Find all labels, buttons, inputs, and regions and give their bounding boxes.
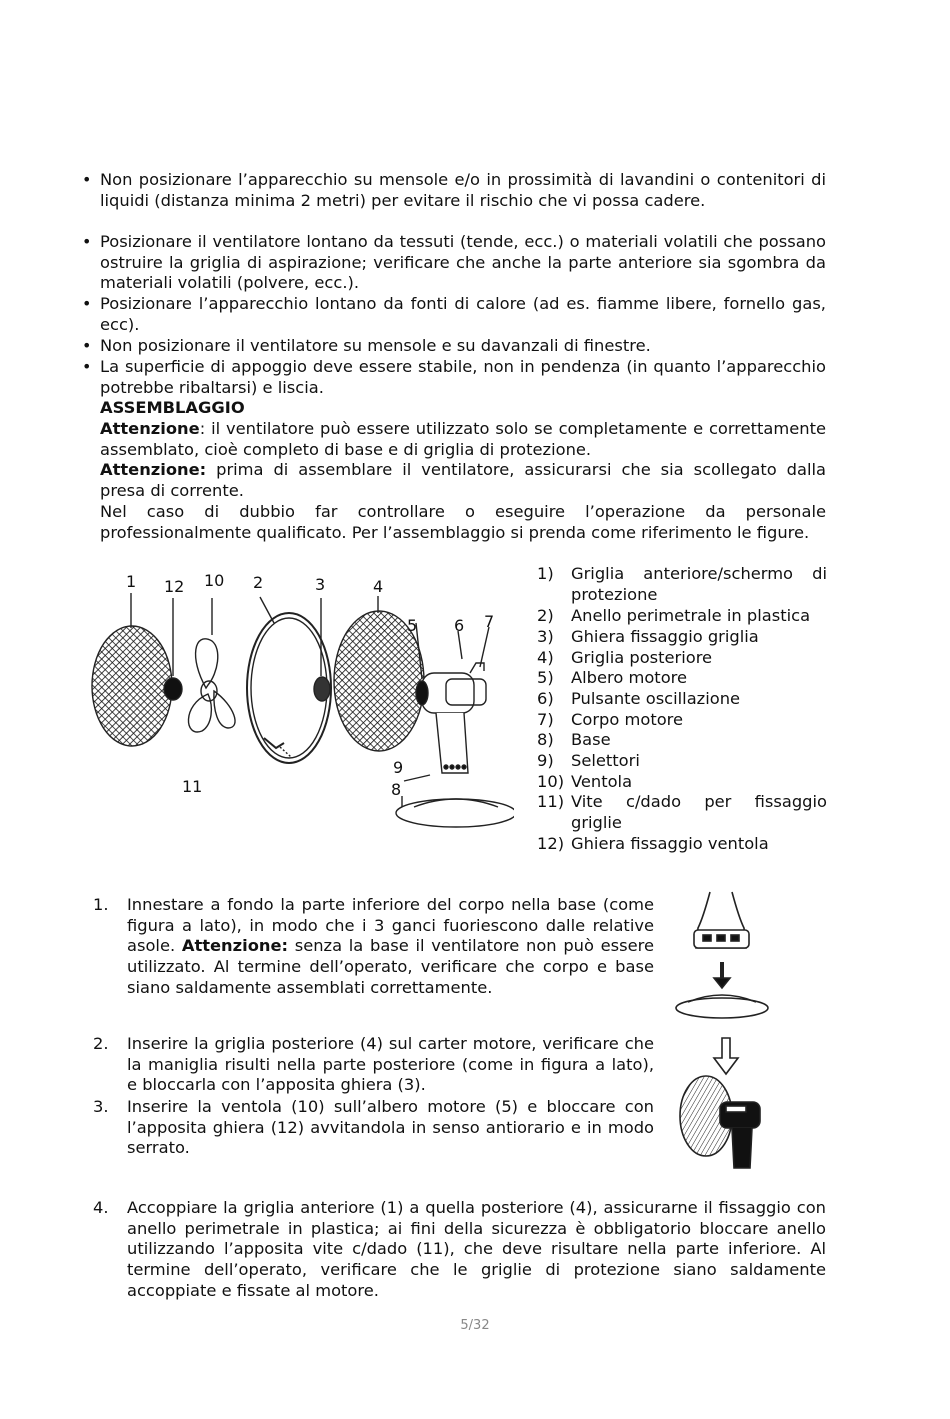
bullet-item: Non posizionare il ventilatore su mensole e su davanzali di finestre.: [100, 336, 651, 355]
bullet-marker: •: [82, 357, 92, 376]
legend-item: 3) Ghiera fissaggio griglia: [537, 627, 759, 646]
diagram-label: 9: [393, 758, 404, 777]
legend-item: 2) Anello perimetrale in plastica: [537, 606, 811, 625]
step-number: 4.: [93, 1198, 109, 1217]
bullet-marker: •: [82, 336, 92, 355]
step-number: 2.: [93, 1034, 109, 1053]
step-text: Inserire la ventola (10) sull’albero motore (5) e bloccare con l’apposita ghiera (12) avvitandola in senso antiorario e in modo serrato.: [127, 1097, 654, 1158]
fan-blade-part: [188, 598, 235, 732]
legend-item: 8) Base: [537, 730, 611, 749]
step-text: Innestare a fondo la parte inferiore del corpo nella base (come figura a lato), in modo che i 3 ganci fuoriescono dalle relative asole. Attenzione: senza la base il ventilatore non può essere utilizzato. Al termine dell’operato, verificare che corpo e base siano saldamente assemblati correttamente.: [127, 895, 654, 997]
diagram-label: 4: [373, 577, 384, 596]
legend-item: 1) Griglia anteriore/schermo di protezione: [537, 564, 827, 604]
warning-text: : il ventilatore può essere utilizzato solo se completamente e correttamente assemblato, cioè completo di base e di griglia di protezione.: [100, 419, 826, 459]
legend-item: 12) Ghiera fissaggio ventola: [537, 834, 769, 853]
step-text: Accoppiare la griglia anteriore (1) a quella posteriore (4), assicurarne il fissaggio con anello perimetrale in plastica; ai fini della sicurezza è obbligatorio bloccare anello utilizzando l’apposita vite c/dado (11), che deve risultare nella parte inferiore. Al termine dell’operato, verificare che le griglie di protezione siano saldamente accoppiate e fissate al motore.: [127, 1198, 826, 1300]
legend-item: 11) Vite c/dado per fissaggio griglie: [537, 792, 827, 832]
warning-label: Attenzione:: [100, 460, 207, 479]
diagram-label: 12: [164, 577, 185, 596]
diagram-label: 2: [253, 573, 264, 592]
legend-item: 5) Albero motore: [537, 668, 688, 687]
warning-paragraph-1: [100, 419, 826, 460]
bullet-item: La superficie di appoggio deve essere stabile, non in pendenza (in quanto l’apparecchio potrebbe ribaltarsi) e liscia.: [100, 357, 826, 397]
front-grill-part: [92, 593, 172, 746]
bullet-item: Posizionare l’apparecchio lontano da fonti di calore (ad es. fiamme libere, fornello gas, ecc).: [100, 294, 826, 334]
motor-body-part: [416, 623, 489, 713]
step-text: Inserire la griglia posteriore (4) sul carter motore, verificare che la maniglia risulti nella parte posteriore (come in figura a lato), e bloccarla con l’apposita ghiera (3).: [127, 1034, 654, 1095]
diagram-label: 5: [407, 616, 418, 635]
diagram-label: 1: [126, 572, 137, 591]
diagram-label: 7: [484, 612, 495, 631]
bullet-item: Posizionare il ventilatore lontano da tessuti (tende, ecc.) o materiali volatili che possano ostruire la griglia di aspirazione; verificare che anche la parte anteriore sia sgombra da materiali volatili (polvere, ecc.).: [100, 232, 826, 293]
diagram-label: 11: [182, 777, 203, 796]
grill-nut-part: [314, 598, 330, 701]
legend-item: 6) Pulsante oscillazione: [537, 689, 741, 708]
section-heading: ASSEMBLAGGIO: [100, 398, 245, 417]
bullet-marker: •: [82, 232, 92, 251]
diagram-label: 8: [391, 780, 402, 799]
step-number: 1.: [93, 895, 109, 914]
base-assembly-figure: [672, 890, 772, 1022]
legend-item: 9) Selettori: [537, 751, 640, 770]
diagram-label: 10: [204, 571, 225, 590]
bullet-marker: •: [82, 294, 92, 313]
doubt-paragraph: Nel caso di dubbio far controllare o eseguire l’operazione da personale professionalmente qualificato. Per l’assemblaggio si prenda come riferimento le figure.: [100, 502, 826, 542]
bullet-item: Non posizionare l’apparecchio su mensole e/o in prossimità di lavandini o contenitori di liquidi (distanza minima 2 metri) per evitare il rischio che vi possa cadere.: [100, 170, 826, 210]
warning-label: Attenzione: [100, 419, 200, 438]
rear-grill-mount-figure: [672, 1036, 772, 1170]
exploded-fan-diagram: [84, 563, 514, 835]
legend-item: 10) Ventola: [537, 772, 633, 791]
fan-nut-part: [164, 598, 182, 700]
diagram-label: 3: [315, 575, 326, 594]
warning-text: prima di assemblare il ventilatore, assicurarsi che sia scollegato dalla presa di corrente.: [100, 460, 826, 500]
legend-item: 7) Corpo motore: [537, 710, 684, 729]
page-number: 5/32: [460, 1318, 490, 1333]
diagram-label: 6: [454, 616, 465, 635]
legend-item: 4) Griglia posteriore: [537, 648, 713, 667]
bullet-marker: •: [82, 170, 92, 189]
step-number: 3.: [93, 1097, 109, 1116]
warning-paragraph-2: [100, 460, 826, 501]
stand-part: [396, 713, 514, 827]
